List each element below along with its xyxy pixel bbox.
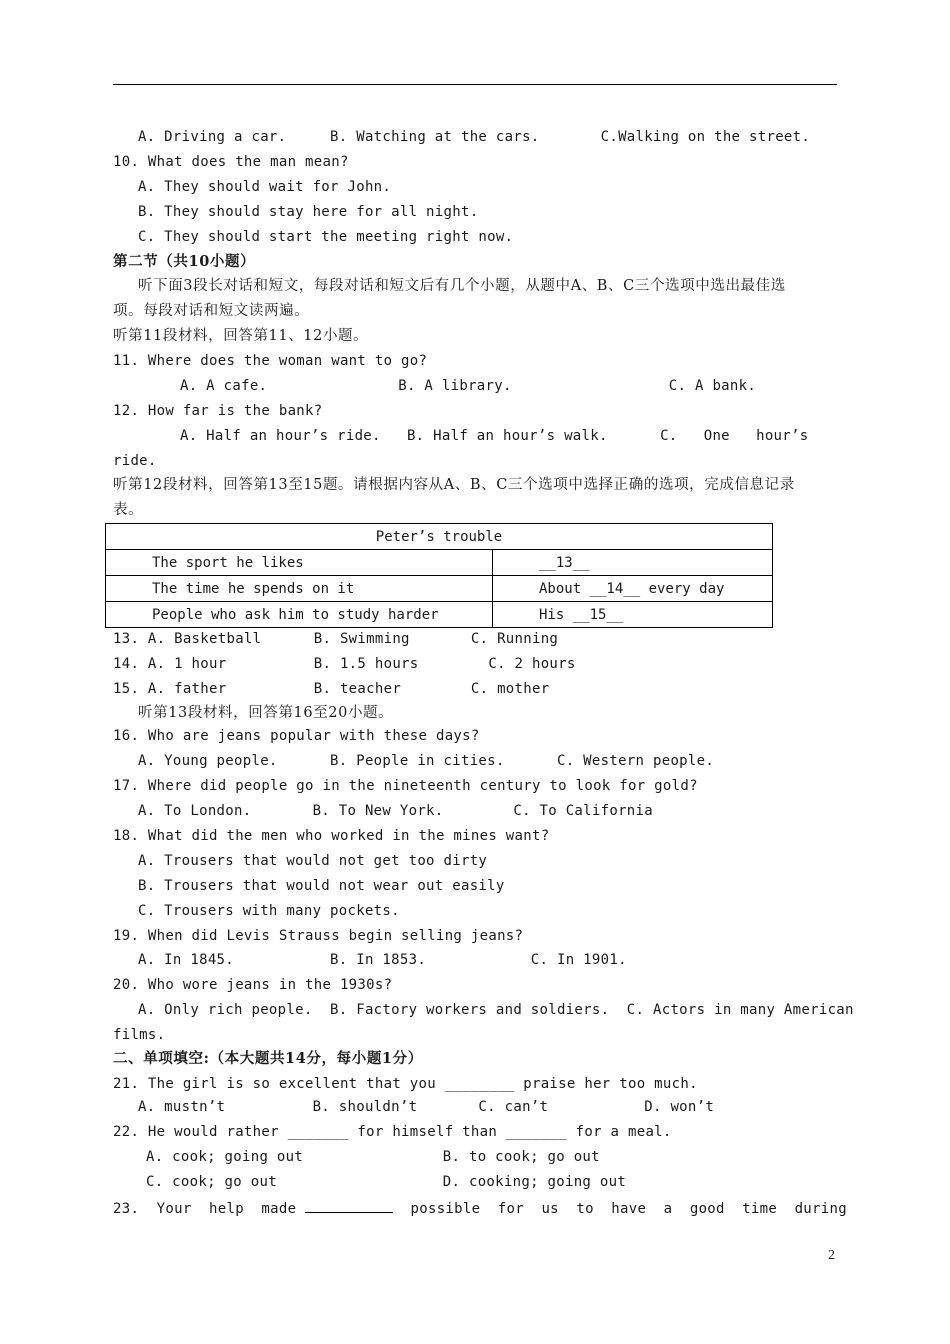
- q10-option-b: B. They should stay here for all night.: [138, 204, 479, 220]
- q9-options: A. Driving a car. B. Watching at the cars. C.Walking on the street.: [138, 129, 811, 145]
- q20-options: A. Only rich people. B. Factory workers and soldiers. C. Actors in many American: [138, 1002, 854, 1018]
- q12-options-continued: ride.: [113, 453, 157, 469]
- q18-option-b: B. Trousers that would not wear out easily: [138, 878, 505, 894]
- table-row-value: About __14__ every day: [493, 576, 773, 602]
- table-row-label: The sport he likes: [106, 550, 493, 576]
- material-12-instruction-2: 表。: [113, 502, 144, 518]
- q11-question: 11. Where does the woman want to go?: [113, 353, 428, 369]
- table-row-value: __13__: [493, 550, 773, 576]
- q16-question: 16. Who are jeans popular with these days?: [113, 728, 480, 744]
- q10-question: 10. What does the man mean?: [113, 154, 349, 170]
- material-12-instruction-1: 听第12段材料，回答第13至15题。请根据内容从A、B、C三个选项中选择正确的选项，完成信息记录: [113, 477, 795, 493]
- info-record-table: [105, 523, 773, 628]
- q10-option-c: C. They should start the meeting right now.: [138, 229, 514, 245]
- q23-question: [113, 1198, 847, 1218]
- q18-question: 18. What did the men who worked in the mines want?: [113, 828, 550, 844]
- q11-options: A. A cafe. B. A library. C. A bank.: [180, 378, 757, 394]
- q20-options-continued: films.: [113, 1027, 166, 1043]
- table-row-value: His __15__: [493, 602, 773, 628]
- q10-option-a: A. They should wait for John.: [138, 179, 392, 195]
- q23-blank: [305, 1198, 393, 1213]
- q15-options: 15. A. father B. teacher C. mother: [113, 681, 550, 697]
- q22-options-ab: A. cook; going out B. to cook; go out: [146, 1149, 600, 1165]
- q17-options: A. To London. B. To New York. C. To California: [138, 803, 653, 819]
- table-row-label: The time he spends on it: [106, 576, 493, 602]
- q12-options: A. Half an hour’s ride. B. Half an hour’s walk. C. One hour’s: [180, 428, 809, 444]
- table-row: [106, 550, 773, 576]
- q12-question: 12. How far is the bank?: [113, 403, 323, 419]
- table-row-label: People who ask him to study harder: [106, 602, 493, 628]
- material-13-instruction: 听第13段材料，回答第16至20小题。: [138, 705, 394, 721]
- material-11-instruction: 听第11段材料，回答第11、12小题。: [113, 328, 369, 344]
- table-row: [106, 576, 773, 602]
- q18-option-a: A. Trousers that would not get too dirty: [138, 853, 488, 869]
- section2-instructions-1: 听下面3段长对话和短文，每段对话和短文后有几个小题，从题中A、B、C三个选项中选出最佳选: [138, 278, 786, 294]
- q21-options: A. mustn’t B. shouldn’t C. can’t D. won’t: [138, 1099, 715, 1115]
- section2-instructions-2: 项。每段对话和短文读两遍。: [113, 303, 310, 319]
- page-number: 2: [828, 1248, 835, 1263]
- q18-option-c: C. Trousers with many pockets.: [138, 903, 400, 919]
- q22-question: 22. He would rather _______ for himself than _______ for a meal.: [113, 1124, 672, 1140]
- q19-options: A. In 1845. B. In 1853. C. In 1901.: [138, 952, 627, 968]
- q17-question: 17. Where did people go in the nineteenth century to look for gold?: [113, 778, 698, 794]
- table-title: Peter’s trouble: [106, 524, 773, 550]
- q23-text-start: 23. Your help made: [113, 1201, 306, 1217]
- header-rule: [113, 84, 837, 85]
- q14-options: 14. A. 1 hour B. 1.5 hours C. 2 hours: [113, 656, 576, 672]
- q20-question: 20. Who wore jeans in the 1930s?: [113, 977, 393, 993]
- q19-question: 19. When did Levis Strauss begin selling jeans?: [113, 928, 524, 944]
- table-row: [106, 602, 773, 628]
- part2-title: 二、单项填空:（本大题共14分，每小题1分）: [113, 1050, 423, 1067]
- q13-options: 13. A. Basketball B. Swimming C. Running: [113, 631, 559, 647]
- q23-text-end: possible for us to have a good time during: [410, 1201, 847, 1217]
- q16-options: A. Young people. B. People in cities. C. Western people.: [138, 753, 715, 769]
- q21-question: 21. The girl is so excellent that you ________ praise her too much.: [113, 1076, 698, 1092]
- q22-options-cd: C. cook; go out D. cooking; going out: [146, 1174, 627, 1190]
- section2-title: 第二节（共10小题）: [113, 253, 256, 270]
